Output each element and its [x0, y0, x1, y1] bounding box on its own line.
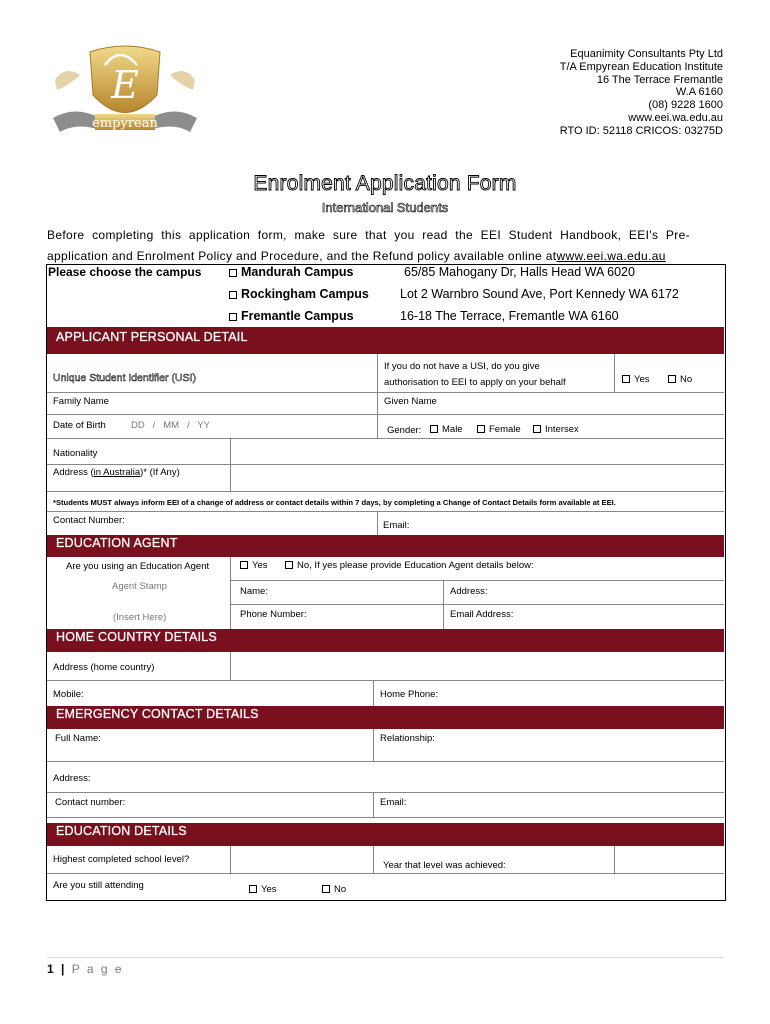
section-heading: APPLICANT PERSONAL DETAIL — [56, 330, 248, 344]
divider — [614, 846, 615, 873]
section-heading: EDUCATION AGENT — [56, 536, 178, 550]
highest-level-label: Highest completed school level? — [53, 854, 190, 865]
option-label: Yes — [252, 560, 268, 571]
option-label: Yes — [261, 884, 277, 895]
divider — [47, 511, 724, 512]
checkbox[interactable] — [533, 425, 541, 433]
campus-address: Lot 2 Warnbro Sound Ave, Port Kennedy WA 6172 — [400, 287, 679, 301]
divider — [47, 491, 724, 492]
agent-stamp-label: Agent Stamp — [112, 581, 167, 592]
divider — [377, 354, 378, 438]
dob-input[interactable]: DD / MM / YY — [131, 420, 211, 431]
option-label: Female — [489, 424, 521, 435]
company-line: RTO ID: 52118 CRICOS: 03275D — [559, 124, 723, 137]
option-followup: , If yes please provide Education Agent details below: — [309, 560, 534, 571]
gender-label: Gender: — [387, 425, 422, 436]
agent-email-label: Email Address: — [450, 609, 514, 620]
intro-line-2: application and Enrolment Policy and Procedure, and the Refund policy available online at — [47, 249, 557, 263]
emergency-email-label: Email: — [380, 797, 407, 808]
company-line: T/A Empyrean Education Institute — [559, 60, 723, 73]
given-name-label: Given Name — [384, 396, 437, 407]
home-address-label: Address (home country) — [53, 662, 155, 673]
divider — [614, 354, 615, 392]
divider — [47, 817, 724, 818]
company-address — [560, 48, 723, 138]
attending-yes-option[interactable] — [249, 884, 277, 895]
label-part: Address ( — [53, 467, 94, 478]
campus-option-mandurah[interactable] — [229, 265, 354, 279]
checkbox[interactable] — [322, 885, 330, 893]
divider — [47, 792, 724, 793]
nationality-label: Nationality — [53, 448, 98, 459]
intro-text — [47, 225, 690, 267]
section-heading: HOME COUNTRY DETAILS — [56, 630, 217, 644]
checkbox[interactable] — [229, 313, 237, 321]
campus-name: Fremantle Campus — [241, 309, 354, 323]
gender-male-option[interactable] — [430, 424, 463, 435]
company-line: W.A 6160 — [675, 86, 723, 99]
agent-no-option[interactable] — [285, 560, 534, 571]
company-line: www.eei.wa.edu.au — [628, 111, 723, 124]
svg-text:E: E — [111, 63, 139, 107]
divider — [230, 846, 231, 873]
page-footer: 1 | P a g e — [47, 962, 124, 976]
intro-line-1: Before completing this application form, make sure that you read the EEI Student Handbook, EEI's Pre- — [47, 228, 690, 242]
divider — [47, 873, 724, 874]
campus-address: 65/85 Mahogany Dr, Halls Head WA 6020 — [404, 265, 635, 279]
company-line: Equanimity Consultants Pty Ltd — [570, 48, 723, 60]
divider — [47, 392, 724, 393]
crest-icon — [45, 40, 205, 140]
gender-intersex-option[interactable] — [533, 424, 579, 435]
option-label: No — [334, 884, 347, 895]
checkbox[interactable] — [430, 425, 438, 433]
checkbox[interactable] — [477, 425, 485, 433]
email-label: Email: — [383, 520, 410, 531]
divider — [47, 761, 724, 762]
usi-question: If you do not have a USI, do you give — [384, 361, 540, 372]
divider — [47, 464, 724, 465]
divider — [443, 580, 444, 629]
section-emergency-header — [47, 706, 724, 729]
agent-phone-label: Phone Number: — [240, 609, 307, 620]
campus-name: Rockingham Campus — [241, 287, 369, 301]
gender-female-option[interactable] — [477, 424, 521, 435]
company-line: 16 The Terrace Fremantle — [596, 73, 723, 86]
page-number: 1 — [47, 962, 56, 976]
divider — [47, 414, 724, 415]
form-subtitle: International Students — [321, 200, 449, 215]
checkbox[interactable] — [229, 269, 237, 277]
usi-question: authorisation to EEI to apply on your behalf — [384, 377, 566, 388]
section-heading: EMERGENCY CONTACT DETAILS — [56, 707, 259, 721]
campus-address: 16-18 The Terrace, Fremantle WA 6160 — [400, 309, 619, 323]
agent-yes-option[interactable] — [240, 560, 268, 571]
address-label — [53, 467, 180, 478]
divider — [47, 680, 724, 681]
divider — [231, 604, 724, 605]
checkbox[interactable] — [622, 375, 630, 383]
divider — [373, 729, 374, 761]
section-home-header — [47, 629, 724, 652]
footer-divider — [47, 957, 724, 958]
year-achieved-label: Year that level was achieved: — [383, 860, 506, 871]
divider — [377, 511, 378, 535]
family-name-label: Family Name — [53, 396, 109, 407]
address-change-notice: *Students MUST always inform EEI of a change of address or contact details within 7 days, by completing a Change of Contact Details form available at EEI. — [53, 498, 616, 507]
option-label: Intersex — [545, 424, 579, 435]
divider — [373, 792, 374, 817]
divider — [373, 846, 374, 873]
divider — [230, 557, 231, 629]
divider — [230, 438, 231, 491]
checkbox[interactable] — [668, 375, 676, 383]
usi-yes-option[interactable] — [622, 374, 650, 385]
agent-name-label: Name: — [240, 586, 268, 597]
emergency-name-label: Full Name: — [55, 733, 101, 744]
option-label: No — [680, 374, 693, 385]
option-label: No — [297, 560, 310, 571]
home-phone-label: Home Phone: — [380, 689, 439, 700]
divider — [230, 652, 231, 680]
campus-label: Please choose the campus — [48, 265, 202, 279]
usi-no-option[interactable] — [668, 374, 692, 385]
section-personal-header — [47, 327, 724, 354]
checkbox[interactable] — [240, 561, 248, 569]
attending-no-option[interactable] — [322, 884, 346, 895]
mobile-label: Mobile: — [53, 689, 84, 700]
agent-stamp-hint: (Insert Here) — [113, 612, 167, 623]
campus-name: Mandurah Campus — [241, 265, 354, 279]
form-title: Enrolment Application Form — [253, 172, 517, 195]
still-attending-label: Are you still attending — [53, 880, 144, 891]
checkbox[interactable] — [285, 561, 293, 569]
section-education-header — [47, 823, 724, 846]
page-word: P a g e — [71, 962, 124, 976]
divider — [47, 438, 724, 439]
contact-number-label: Contact Number: — [53, 515, 125, 526]
company-line: (08) 9228 1600 — [648, 99, 723, 112]
section-heading: EDUCATION DETAILS — [56, 824, 187, 838]
agent-question: Are you using an Education Agent — [66, 561, 210, 572]
checkbox[interactable] — [249, 885, 257, 893]
checkbox[interactable] — [229, 291, 237, 299]
option-label: Male — [442, 424, 463, 435]
option-label: Yes — [634, 374, 650, 385]
emergency-address-label: Address: — [53, 773, 91, 784]
dob-label: Date of Birth — [53, 420, 106, 431]
divider — [373, 680, 374, 706]
relationship-label: Relationship: — [380, 733, 435, 744]
campus-option-rockingham[interactable] — [229, 287, 369, 301]
usi-label: Unique Student Identifier (USI) — [53, 372, 196, 384]
svg-text:empyrean: empyrean — [92, 116, 158, 131]
logo — [45, 40, 205, 140]
label-part: in Australia — [93, 467, 141, 478]
agent-address-label: Address: — [450, 586, 488, 597]
label-part: )* (If Any) — [140, 467, 180, 478]
campus-option-fremantle[interactable] — [229, 309, 354, 323]
website-link[interactable]: www.eei.wa.edu.au — [556, 249, 666, 263]
emergency-contact-label: Contact number: — [55, 797, 126, 808]
divider — [231, 580, 724, 581]
section-agent-header — [47, 535, 724, 557]
